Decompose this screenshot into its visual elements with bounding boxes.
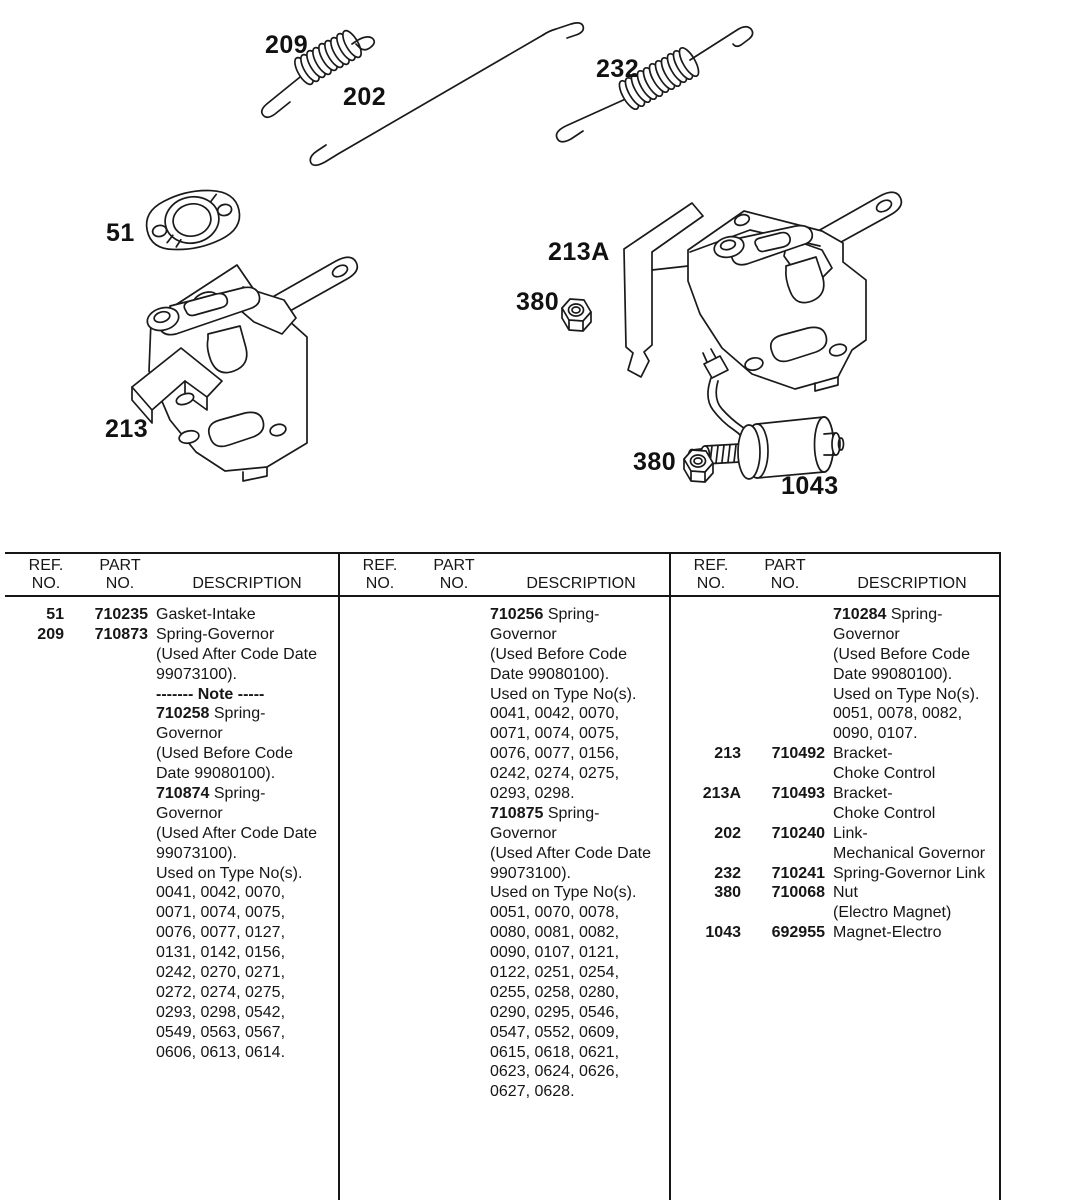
choke-bracket-213-drawing xyxy=(132,257,357,481)
table-row xyxy=(6,865,336,885)
cell-description: 710256 Spring- xyxy=(490,606,600,623)
table-row xyxy=(6,1024,336,1044)
header-ref: NO. xyxy=(31,575,61,592)
table-header-rule xyxy=(5,595,1001,597)
table-row xyxy=(340,1083,667,1103)
cell-description: Bracket- xyxy=(833,745,893,763)
table-row xyxy=(6,884,336,904)
hex-nut-380-upper-drawing xyxy=(562,299,591,331)
part-label-213a: 213A xyxy=(548,238,610,266)
table-row xyxy=(683,924,998,944)
cell-description: 0041, 0042, 0070, xyxy=(156,884,286,902)
table-row xyxy=(6,845,336,865)
table-row xyxy=(683,705,998,725)
cell-description: Choke Control xyxy=(833,804,936,822)
table-row xyxy=(340,666,667,686)
table-header-col3 xyxy=(671,554,1001,594)
table-row xyxy=(683,865,998,885)
table-row xyxy=(6,984,336,1004)
cell-description: (Used After Code Date xyxy=(156,645,317,663)
table-row xyxy=(683,845,998,865)
cell-description: Date 99080100). xyxy=(490,665,610,683)
cell-description: 710874 Spring- xyxy=(156,785,266,803)
cell-part-no: 710068 xyxy=(771,884,825,902)
cell-description: Date 99080100). xyxy=(156,765,276,783)
table-row xyxy=(340,904,667,924)
cell-ref-no: 1043 xyxy=(705,924,741,942)
cell-part-no: 710873 xyxy=(94,625,148,643)
cell-description: 0242, 0270, 0271, xyxy=(156,964,286,982)
parts-table xyxy=(0,552,1073,1200)
cell-part-no: 710492 xyxy=(771,745,825,763)
table-header-col2 xyxy=(340,554,670,594)
cell-description: 0293, 0298, 0542, xyxy=(156,1003,286,1021)
table-row xyxy=(683,765,998,785)
header-ref: REF. xyxy=(28,557,64,574)
cell-description: 0041, 0042, 0070, xyxy=(490,705,620,723)
table-row xyxy=(340,686,667,706)
cell-description: ------- Note ----- xyxy=(156,685,265,703)
cell-description: Date 99080100). xyxy=(833,665,953,683)
table-row xyxy=(6,626,336,646)
part-label-213: 213 xyxy=(105,415,149,443)
intake-gasket-51-drawing xyxy=(141,183,245,257)
table-row xyxy=(340,884,667,904)
cell-part-no: 710241 xyxy=(771,864,825,882)
cell-description: Spring-Governor Link xyxy=(833,864,986,882)
cell-description: 0606, 0613, 0614. xyxy=(156,1043,286,1061)
table-row xyxy=(340,1044,667,1064)
table-row xyxy=(340,924,667,944)
header-description: DESCRIPTION xyxy=(526,575,636,592)
cell-description: (Used After Code Date xyxy=(156,824,317,842)
table-row xyxy=(683,785,998,805)
cell-ref-no: 380 xyxy=(714,884,741,902)
part-label-1043: 1043 xyxy=(781,472,839,500)
table-row xyxy=(683,904,998,924)
table-row xyxy=(683,825,998,845)
cell-description: Used on Type No(s). xyxy=(490,685,637,703)
header-part: NO. xyxy=(105,575,135,592)
cell-description: (Electro Magnet) xyxy=(833,904,952,922)
cell-description: 0549, 0563, 0567, xyxy=(156,1023,286,1041)
cell-description: 0290, 0295, 0546, xyxy=(490,1003,620,1021)
cell-description: Choke Control xyxy=(833,765,936,783)
cell-description: Used on Type No(s). xyxy=(156,864,303,882)
table-row xyxy=(340,964,667,984)
table-row xyxy=(6,765,336,785)
header-description: DESCRIPTION xyxy=(192,575,302,592)
part-label-51: 51 xyxy=(106,219,135,247)
header-part: PART xyxy=(764,557,806,574)
table-border-right xyxy=(999,552,1001,1200)
header-ref: REF. xyxy=(362,557,398,574)
cell-description: 99073100). xyxy=(156,665,237,683)
cell-description: Spring-Governor xyxy=(156,625,275,643)
cell-description: Governor xyxy=(490,824,557,842)
cell-ref-no: 202 xyxy=(714,824,741,842)
table-row xyxy=(340,944,667,964)
cell-description: 0051, 0070, 0078, xyxy=(490,904,620,922)
choke-bracket-213a-drawing xyxy=(624,192,901,391)
table-row xyxy=(683,686,998,706)
cell-description: 0076, 0077, 0156, xyxy=(490,745,620,763)
table-row xyxy=(340,845,667,865)
cell-description: 0131, 0142, 0156, xyxy=(156,944,286,962)
cell-description: 0242, 0274, 0275, xyxy=(490,765,620,783)
table-row xyxy=(683,805,998,825)
cell-ref-no: 232 xyxy=(714,864,741,882)
table-row xyxy=(683,646,998,666)
cell-description: Governor xyxy=(156,725,223,743)
cell-description: 99073100). xyxy=(490,864,571,882)
governor-link-spring-232-drawing xyxy=(556,27,752,142)
cell-description: 0071, 0074, 0075, xyxy=(490,725,620,743)
table-row xyxy=(6,785,336,805)
cell-description: Gasket-Intake xyxy=(156,606,256,623)
table-row xyxy=(683,884,998,904)
cell-description: 0051, 0078, 0082, xyxy=(833,705,963,723)
header-part: NO. xyxy=(439,575,469,592)
cell-description: Mechanical Governor xyxy=(833,844,986,862)
cell-description: Governor xyxy=(156,804,223,822)
table-row xyxy=(340,705,667,725)
cell-description: Bracket- xyxy=(833,785,893,803)
cell-ref-no: 209 xyxy=(37,625,64,643)
cell-description: Used on Type No(s). xyxy=(490,884,637,902)
cell-description: 0122, 0251, 0254, xyxy=(490,964,620,982)
cell-description: (Used Before Code xyxy=(156,745,293,763)
cell-part-no: 692955 xyxy=(771,924,825,942)
table-row xyxy=(340,765,667,785)
cell-description: 0090, 0107, 0121, xyxy=(490,944,620,962)
table-row xyxy=(340,984,667,1004)
table-row xyxy=(6,964,336,984)
table-row xyxy=(6,904,336,924)
table-row xyxy=(683,745,998,765)
table-row xyxy=(6,725,336,745)
header-part: PART xyxy=(99,557,141,574)
table-column-1 xyxy=(6,606,336,1063)
cell-description: 0080, 0081, 0082, xyxy=(490,924,620,942)
cell-description: 0547, 0552, 0609, xyxy=(490,1023,620,1041)
table-row xyxy=(6,686,336,706)
cell-description: 0076, 0077, 0127, xyxy=(156,924,286,942)
part-label-232: 232 xyxy=(596,55,640,83)
table-row xyxy=(340,626,667,646)
hex-nut-380-lower-drawing xyxy=(684,450,713,482)
table-row xyxy=(340,1024,667,1044)
table-row xyxy=(6,944,336,964)
cell-description: Magnet-Electro xyxy=(833,924,942,942)
cell-description: Governor xyxy=(490,625,557,643)
table-row xyxy=(340,646,667,666)
table-row xyxy=(6,666,336,686)
header-ref: NO. xyxy=(365,575,395,592)
table-row xyxy=(6,646,336,666)
part-label-380-upper: 380 xyxy=(516,288,560,316)
cell-description: Used on Type No(s). xyxy=(833,685,980,703)
table-row xyxy=(6,606,336,626)
cell-description: 0293, 0298. xyxy=(490,785,575,803)
header-part: NO. xyxy=(770,575,800,592)
table-row xyxy=(6,825,336,845)
cell-description: 0272, 0274, 0275, xyxy=(156,983,286,1001)
part-label-380-lower: 380 xyxy=(633,448,677,476)
table-row xyxy=(683,725,998,745)
part-label-209: 209 xyxy=(265,31,309,59)
table-row xyxy=(6,1004,336,1024)
parts-diagram xyxy=(0,0,1073,552)
table-row xyxy=(340,725,667,745)
cell-description: 710875 Spring- xyxy=(490,804,600,822)
table-row xyxy=(340,1063,667,1083)
table-row xyxy=(340,606,667,626)
table-row xyxy=(340,865,667,885)
cell-part-no: 710240 xyxy=(771,824,825,842)
part-label-202: 202 xyxy=(343,83,387,111)
cell-description: Link- xyxy=(833,824,868,842)
cell-description: 0071, 0074, 0075, xyxy=(156,904,286,922)
cell-description: 0090, 0107. xyxy=(833,725,918,743)
header-ref: REF. xyxy=(693,557,729,574)
table-row xyxy=(683,606,998,626)
table-row xyxy=(6,705,336,725)
table-row xyxy=(6,805,336,825)
parts-illustration xyxy=(0,0,1073,552)
table-row xyxy=(340,785,667,805)
cell-part-no: 710235 xyxy=(94,606,148,623)
cell-description: 99073100). xyxy=(156,844,237,862)
table-row xyxy=(6,1044,336,1064)
cell-part-no: 710493 xyxy=(771,785,825,803)
table-row xyxy=(683,626,998,646)
table-row xyxy=(6,745,336,765)
cell-ref-no: 213 xyxy=(714,745,741,763)
table-column-divider-2 xyxy=(669,552,671,1200)
cell-description: (Used Before Code xyxy=(490,645,627,663)
cell-description: 0627, 0628. xyxy=(490,1083,575,1101)
table-row xyxy=(340,805,667,825)
cell-description: (Used Before Code xyxy=(833,645,970,663)
table-row xyxy=(340,1004,667,1024)
table-row xyxy=(683,666,998,686)
cell-ref-no: 51 xyxy=(46,606,64,623)
cell-description: 0615, 0618, 0621, xyxy=(490,1043,620,1061)
table-row xyxy=(340,825,667,845)
table-header-col1 xyxy=(6,554,336,594)
table-column-2 xyxy=(340,606,667,1103)
header-part: PART xyxy=(433,557,475,574)
cell-description: Nut xyxy=(833,884,858,902)
header-description: DESCRIPTION xyxy=(857,575,967,592)
cell-description: Governor xyxy=(833,625,900,643)
cell-description: 0255, 0258, 0280, xyxy=(490,983,620,1001)
cell-description: 710284 Spring- xyxy=(833,606,943,623)
header-ref: NO. xyxy=(696,575,726,592)
cell-ref-no: 213A xyxy=(702,785,741,803)
table-row xyxy=(340,745,667,765)
cell-description: 0623, 0624, 0626, xyxy=(490,1063,620,1081)
table-column-3 xyxy=(683,606,998,944)
cell-description: 710258 Spring- xyxy=(156,705,266,723)
table-row xyxy=(6,924,336,944)
cell-description: (Used After Code Date xyxy=(490,844,651,862)
